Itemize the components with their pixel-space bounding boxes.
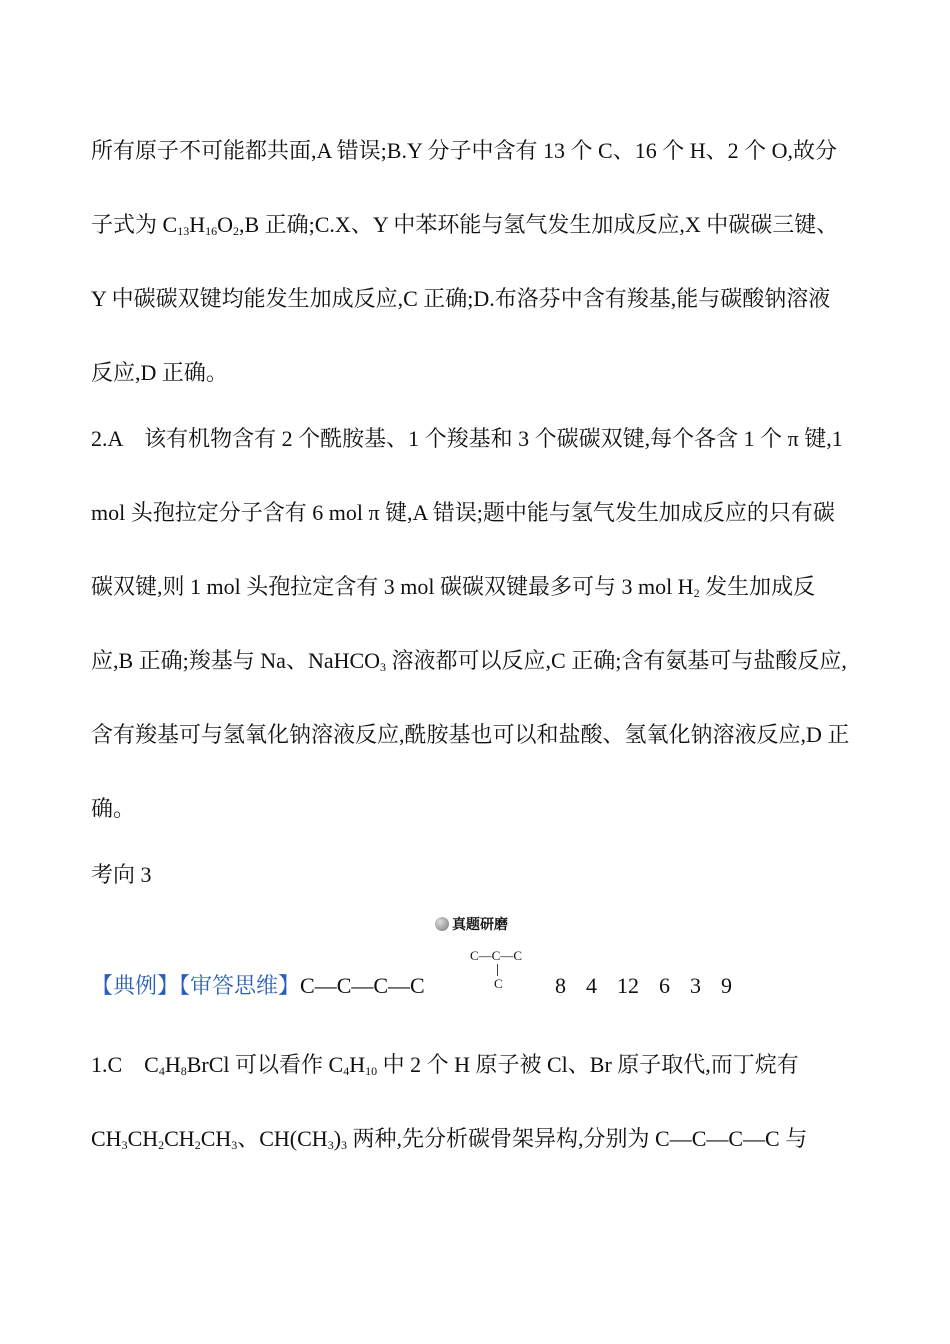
text-line: mol 头孢拉定分子含有 6 mol π 键,A 错误;题中能与氢气发生加成反应的只有碳 xyxy=(91,500,835,525)
text: 两种,先分析碳骨架异构,分别为 C—C—C—C 与 xyxy=(347,1126,808,1151)
subscript: 10 xyxy=(365,1064,378,1078)
text: O xyxy=(217,212,233,237)
branched-structure xyxy=(470,948,523,991)
text-line: 确。 xyxy=(91,796,136,821)
section-heading: 考向 3 xyxy=(91,862,152,887)
subscript: 2 xyxy=(158,1138,165,1152)
answer-number: 4 xyxy=(586,973,597,998)
subscript: 2 xyxy=(232,224,239,238)
answer-number: 8 xyxy=(555,973,566,998)
badge-label: 真题研磨 xyxy=(452,918,508,933)
branch-bottom: C xyxy=(494,976,503,991)
text: CH xyxy=(91,1126,122,1151)
text: 子式为 C xyxy=(91,212,178,237)
subscript: 3 xyxy=(380,660,387,674)
text-line: 反应,D 正确。 xyxy=(91,360,228,385)
subscript: 2 xyxy=(194,1138,201,1152)
text-line xyxy=(91,210,838,246)
text: 、CH(CH xyxy=(237,1126,328,1151)
text-line xyxy=(91,1124,807,1160)
text: CH xyxy=(127,1126,159,1151)
branch-bond xyxy=(497,964,498,976)
text: H xyxy=(164,1052,181,1077)
text: 溶液都可以反应,C 正确;含有氨基可与盐酸反应, xyxy=(386,648,847,673)
text: 中 2 个 H 原子被 Cl、Br 原子取代,而丁烷有 xyxy=(377,1052,799,1077)
badge xyxy=(435,914,508,934)
text-line xyxy=(91,1050,799,1086)
subscript: 4 xyxy=(158,1064,165,1078)
text: 碳双键,则 1 mol 头孢拉定含有 3 mol 碳碳双键最多可与 3 mol H xyxy=(91,574,694,599)
example-line xyxy=(91,971,425,1001)
text-line xyxy=(91,572,815,608)
answer-number: 6 xyxy=(659,973,670,998)
text: CH xyxy=(200,1126,232,1151)
text: ,B 正确;C.X、Y 中苯环能与氢气发生加成反应,X 中碳碳三键、 xyxy=(238,212,839,237)
example-tag: 【典例】 xyxy=(91,973,180,998)
branch-top: C—C—C xyxy=(470,948,523,963)
text-line: 2.A 该有机物含有 2 个酰胺基、1 个羧基和 3 个碳碳双键,每个各含 1 个 π 键,1 xyxy=(91,426,843,451)
text-line xyxy=(91,646,847,682)
text-line: 所有原子不可能都共面,A 错误;B.Y 分子中含有 13 个 C、16 个 H、2 个 O,故分 xyxy=(91,138,837,163)
subscript: 3 xyxy=(231,1138,238,1152)
subscript: 4 xyxy=(343,1064,350,1078)
text: H xyxy=(189,212,206,237)
subscript: 3 xyxy=(341,1138,348,1152)
text: ) xyxy=(333,1126,342,1151)
subscript: 13 xyxy=(177,224,190,238)
answer-numbers xyxy=(555,971,752,1001)
answer-number: 12 xyxy=(617,973,639,998)
subscript: 2 xyxy=(693,586,700,600)
subscript: 3 xyxy=(327,1138,334,1152)
carbon-chain: C—C—C—C xyxy=(300,973,425,998)
text: BrCl 可以看作 C xyxy=(186,1052,344,1077)
answer-number: 3 xyxy=(690,973,701,998)
text: H xyxy=(349,1052,366,1077)
subscript: 16 xyxy=(205,224,218,238)
thinking-tag: 【审答思维】 xyxy=(179,973,301,998)
answer-number: 9 xyxy=(721,973,732,998)
text: 1.C C xyxy=(91,1052,159,1077)
text-line: Y 中碳碳双键均能发生加成反应,C 正确;D.布洛芬中含有羧基,能与碳酸钠溶液 xyxy=(91,286,831,311)
text: 应,B 正确;羧基与 Na、NaHCO xyxy=(91,648,381,673)
text: CH xyxy=(164,1126,195,1151)
subscript: 8 xyxy=(180,1064,187,1078)
subscript: 3 xyxy=(121,1138,128,1152)
badge-icon xyxy=(435,917,449,931)
text: 发生加成反 xyxy=(699,574,816,599)
text-line: 含有羧基可与氢氧化钠溶液反应,酰胺基也可以和盐酸、氢氧化钠溶液反应,D 正 xyxy=(91,722,850,747)
